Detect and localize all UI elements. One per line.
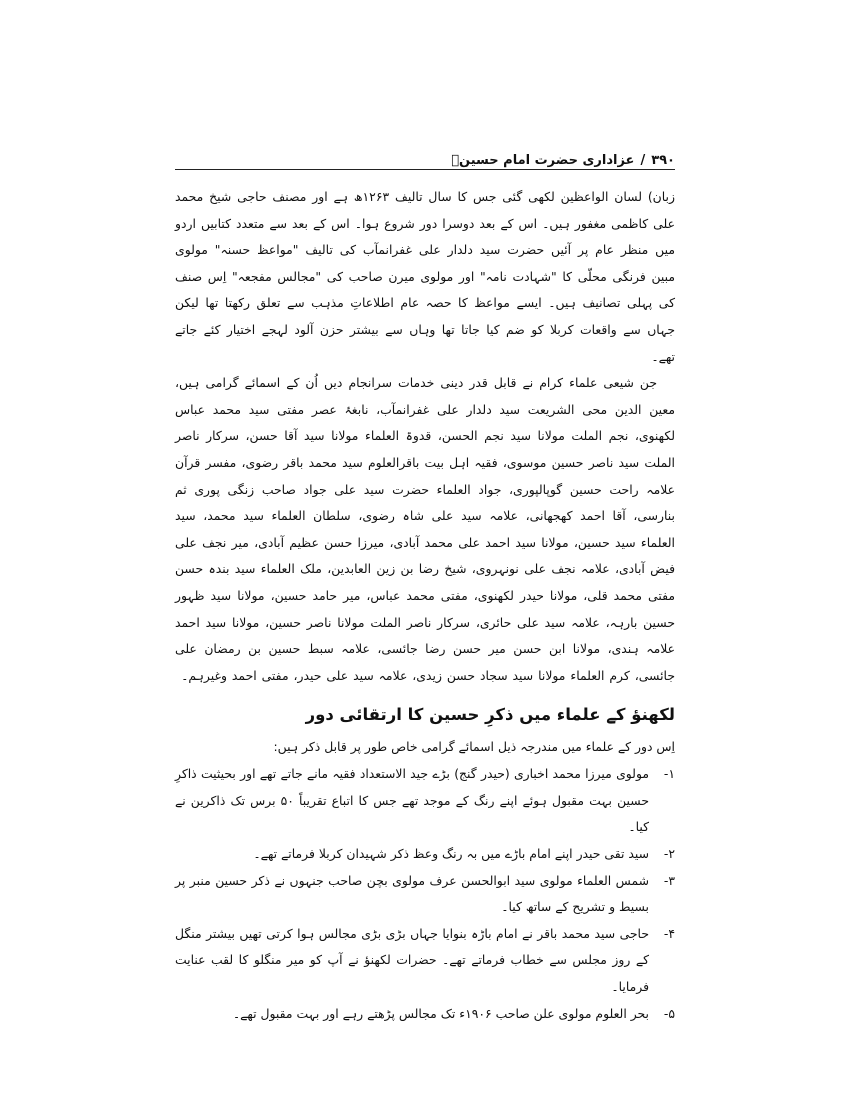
header-separator: / xyxy=(640,153,646,168)
book-title: عزاداری حضرت امام حسینؑ xyxy=(451,153,635,168)
list-item xyxy=(175,1001,675,1028)
section-intro: اِس دور کے علماء میں مندرجہ ذیل اسمائے گرامی خاص طور پر قابل ذکر ہیں: xyxy=(273,739,675,755)
list-item-text: مولوی میرزا محمد اخباری (حیدر گنج) بڑے جید الاستعداد فقیہ مانے جاتے تھے اور بحیثیت ذاکرِ حسین بہت مقبول ہوئے اپنے رنگ کے موجد تھے جس کا اتباع تقریباً ۵۰ برس تک ذاکرین نے کیا۔ xyxy=(175,766,649,835)
page-number: ۳۹۰ xyxy=(651,153,675,168)
numbered-list xyxy=(175,761,675,1027)
list-item-text: حاجی سید محمد باقر نے امام باڑہ بنوایا جہاں بڑی بڑی مجالس ہوا کرتی تھیں بیشتر منگل کے روز مجلس سے خطاب فرماتے تھے۔ حضرات لکھنؤ نے آپ کو میر منگلو کا لقب عنایت فرمایا۔ xyxy=(175,925,649,995)
list-item-number: ۲- xyxy=(663,846,675,862)
body-text xyxy=(175,184,675,1027)
list-item xyxy=(175,761,675,841)
list-item xyxy=(175,868,675,921)
section-heading: لکھنؤ کے علماء میں ذکرِ حسین کا ارتقائی دور xyxy=(305,705,675,725)
list-item xyxy=(175,921,675,1001)
paragraph: جن شیعی علماء کرام نے قابل قدر دینی خدمات سرانجام دیں اُن کے اسمائے گرامی ہیں، معین الدین محی الشریعت سید دلدار علی غفرانمآب، نابغۂ عصر مفتی سید محمد عباس لکھنوی، نجم الملت مولانا سید نجم الحسن، قدوۃ العلماء مولانا سید آقا حسن، سرکار ناصر الملت سید ناصر حسین موسوی، فقیہ اہل بیت باقرالعلوم سید محمد باقر رضوی، مفسر قرآن علامہ راحت حسین گوپالپوری، جواد العلماء حضرت سید علی جواد صاحب زنگی پوری ثم بنارسی، آقا احمد کھجھانی، علامہ سید علی شاہ رضوی، سلطان العلماء سید محمد، سید العلماء سید حسین، مولانا سید احمد علی محمد آبادی، میرزا حسن عظیم آبادی، میر نجف علی فیض آبادی، علامہ نجف علی نونہروی، شیخ رضا بن زین العابدین، ملک العلماء سید بندہ حسن مفتی محمد قلی، مولانا حیدر لکھنوی، مفتی محمد عباس، میر حامد حسین، مولانا سید ظہور حسین بارہہ، علامہ سید علی حائری، سرکار ناصر الملت مولانا ناصر حسین، مولانا سید احمد علامہ ہندی، مولانا ابن حسن میر حسن رضا جائسی، علامہ سبط حسین بن رمضان علی جائسی، کرم العلماء مولانا سید سجاد حسن زیدی، علامہ سید علی حیدر، مفتی احمد وغیرہم۔ xyxy=(175,375,675,683)
list-item-number: ۱- xyxy=(663,766,675,782)
list-item-text: سید تقی حیدر اپنے امام باڑے میں بہ رنگ وعظ ذکر شہیدان کربلا فرماتے تھے۔ xyxy=(253,846,649,862)
list-item-number: ۴- xyxy=(663,925,675,941)
paragraph: زبان) لسان الواعظین لکھی گئی جس کا سال تالیف ۱۲۶۳ھ ہے اور مصنف حاجی شیخ محمد علی کاظمی مغفور ہیں۔ اس کے بعد دوسرا دور شروع ہوا۔ اس کے بعد سے متعدد کتابیں اردو میں منظر عام پر آئیں حضرت سید دلدار علی غفرانمآب کی تالیف "مواعظ حسنہ" مولوی مبین فرنگی محلّی کا "شہادت نامہ" اور مولوی میرن صاحب کی "مجالس مفجعہ" اِس صنف کی پہلی تصانیف ہیں۔ ایسے مواعظ کا حصہ عام اطلاعاتِ مذہب سے تعلق رکھتا تھا لیکن جہاں سے واقعات کربلا کو ضم کیا جاتا تھا وہاں سے بیشتر حزن آلود لہجے اختیار کئے جاتے تھے۔ xyxy=(175,189,675,364)
list-item-text: شمس العلماء مولوی سید ابوالحسن عرف مولوی بچن صاحب جنہوں نے ذکر حسین منبر پر بسیط و تشریح کے ساتھ کیا۔ xyxy=(175,872,649,915)
header-rule xyxy=(175,169,675,170)
page-header xyxy=(175,144,675,168)
list-item-number: ۳- xyxy=(663,872,675,888)
list-item-text: بحر العلوم مولوی علن صاحب ۱۹۰۶ء تک مجالس پڑھتے رہے اور بہت مقبول تھے۔ xyxy=(232,1005,649,1021)
list-item-number: ۵- xyxy=(663,1005,675,1021)
list-item xyxy=(175,841,675,868)
